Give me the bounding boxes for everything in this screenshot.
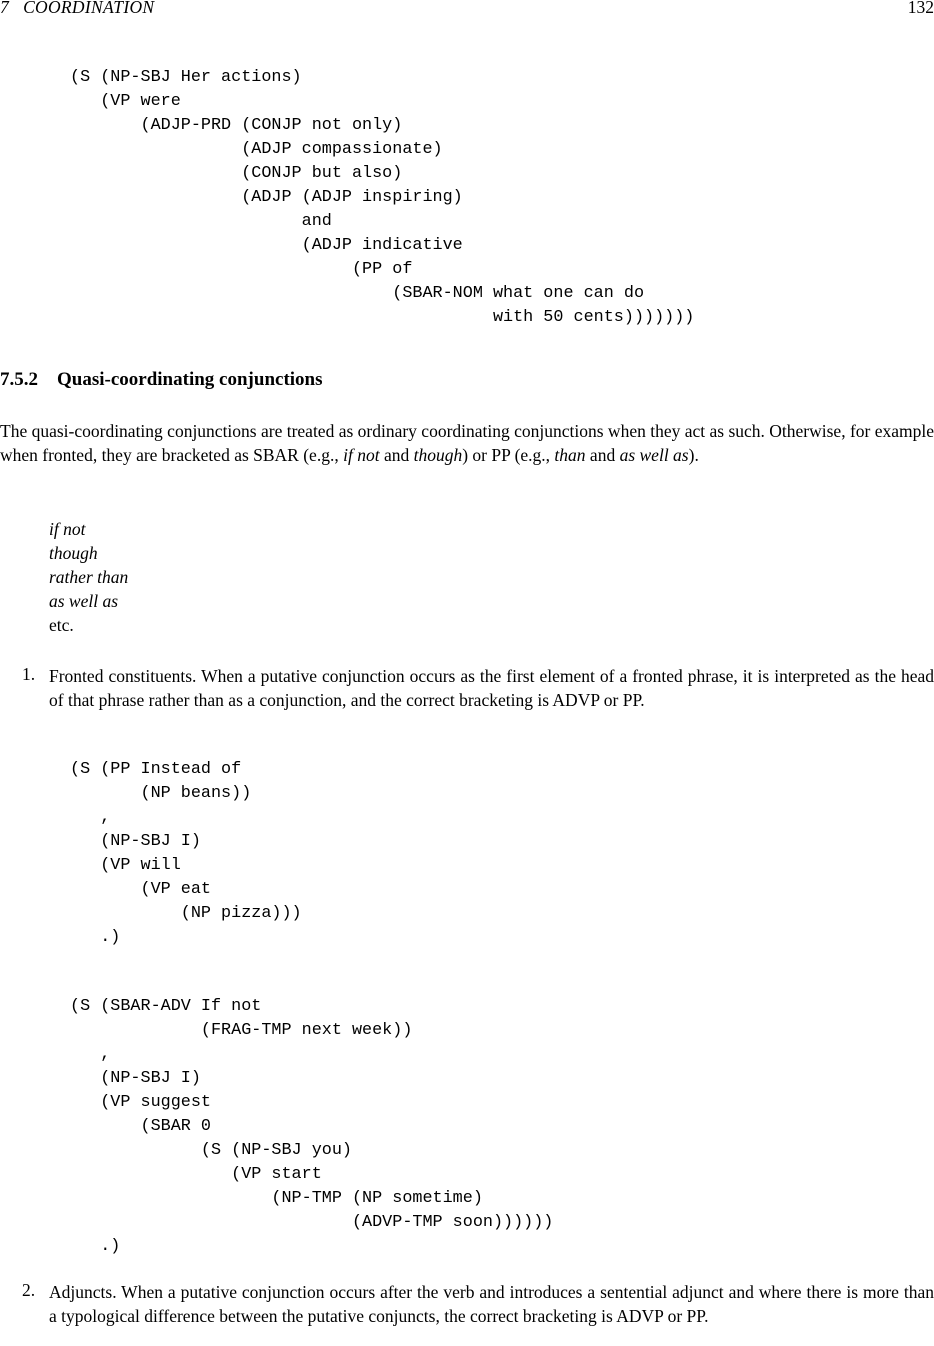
page-number: 132 <box>907 0 934 17</box>
code-example-her-actions: (S (NP-SBJ Her actions) (VP were (ADJP-PRD (CONJP not only) (ADJP compassionate) (CONJP but also) (ADJP (ADJP inspiring) and (ADJP indicative (PP of (SBAR-NOM what one can do with 50 cents))))))) <box>70 68 695 327</box>
list-item: though <box>49 543 98 563</box>
chapter-header: 7 COORDINATION <box>0 0 155 17</box>
example-term: as well as <box>619 445 689 465</box>
section-heading <box>0 369 323 391</box>
intro-text: ) or PP (e.g., <box>462 445 555 465</box>
intro-text: ). <box>688 445 699 465</box>
intro-text: The quasi-coordinating conjunctions are treated as ordinary coordinating conjunctions when they act as such. Otherwise, for example when fronted, they are bracketed as SBAR (e.g., <box>0 421 934 465</box>
list-item-etc: etc. <box>49 615 74 635</box>
item-1-number: 1. <box>22 664 36 684</box>
item-2-number: 2. <box>22 1280 36 1300</box>
example-term: than <box>554 445 586 465</box>
list-item: as well as <box>49 591 119 611</box>
intro-text: and <box>585 445 620 465</box>
example-term: if not <box>343 445 380 465</box>
intro-text: and <box>379 445 414 465</box>
conjunction-list <box>49 517 128 637</box>
example-term: though <box>413 445 463 465</box>
item-2-text: Adjuncts. When a putative conjunction occurs after the verb and introduces a sentential adjunct and where there is more than a typological difference between the putative conjuncts, the correct bracketing is ADVP or PP. <box>49 1282 934 1326</box>
section-title: Quasi-coordinating conjunctions <box>57 369 323 390</box>
list-item: if not <box>49 519 86 539</box>
intro-paragraph <box>0 419 934 467</box>
list-item: rather than <box>49 567 129 587</box>
item-1-text: Fronted constituents. When a putative conjunction occurs as the first element of a fronted phrase, it is interpreted as the head of that phrase rather than as a conjunction, and the correct bracketing is ADVP or PP. <box>49 666 934 710</box>
section-number: 7.5.2 <box>0 369 38 390</box>
code-example-instead-of: (S (PP Instead of (NP beans)) , (NP-SBJ I) (VP will (VP eat (NP pizza))) .) <box>70 760 302 947</box>
code-example-if-not: (S (SBAR-ADV If not (FRAG-TMP next week)) , (NP-SBJ I) (VP suggest (SBAR 0 (S (NP-SBJ you) (VP start (NP-TMP (NP sometime) (ADVP-TMP soon)))))) .) <box>70 997 554 1256</box>
